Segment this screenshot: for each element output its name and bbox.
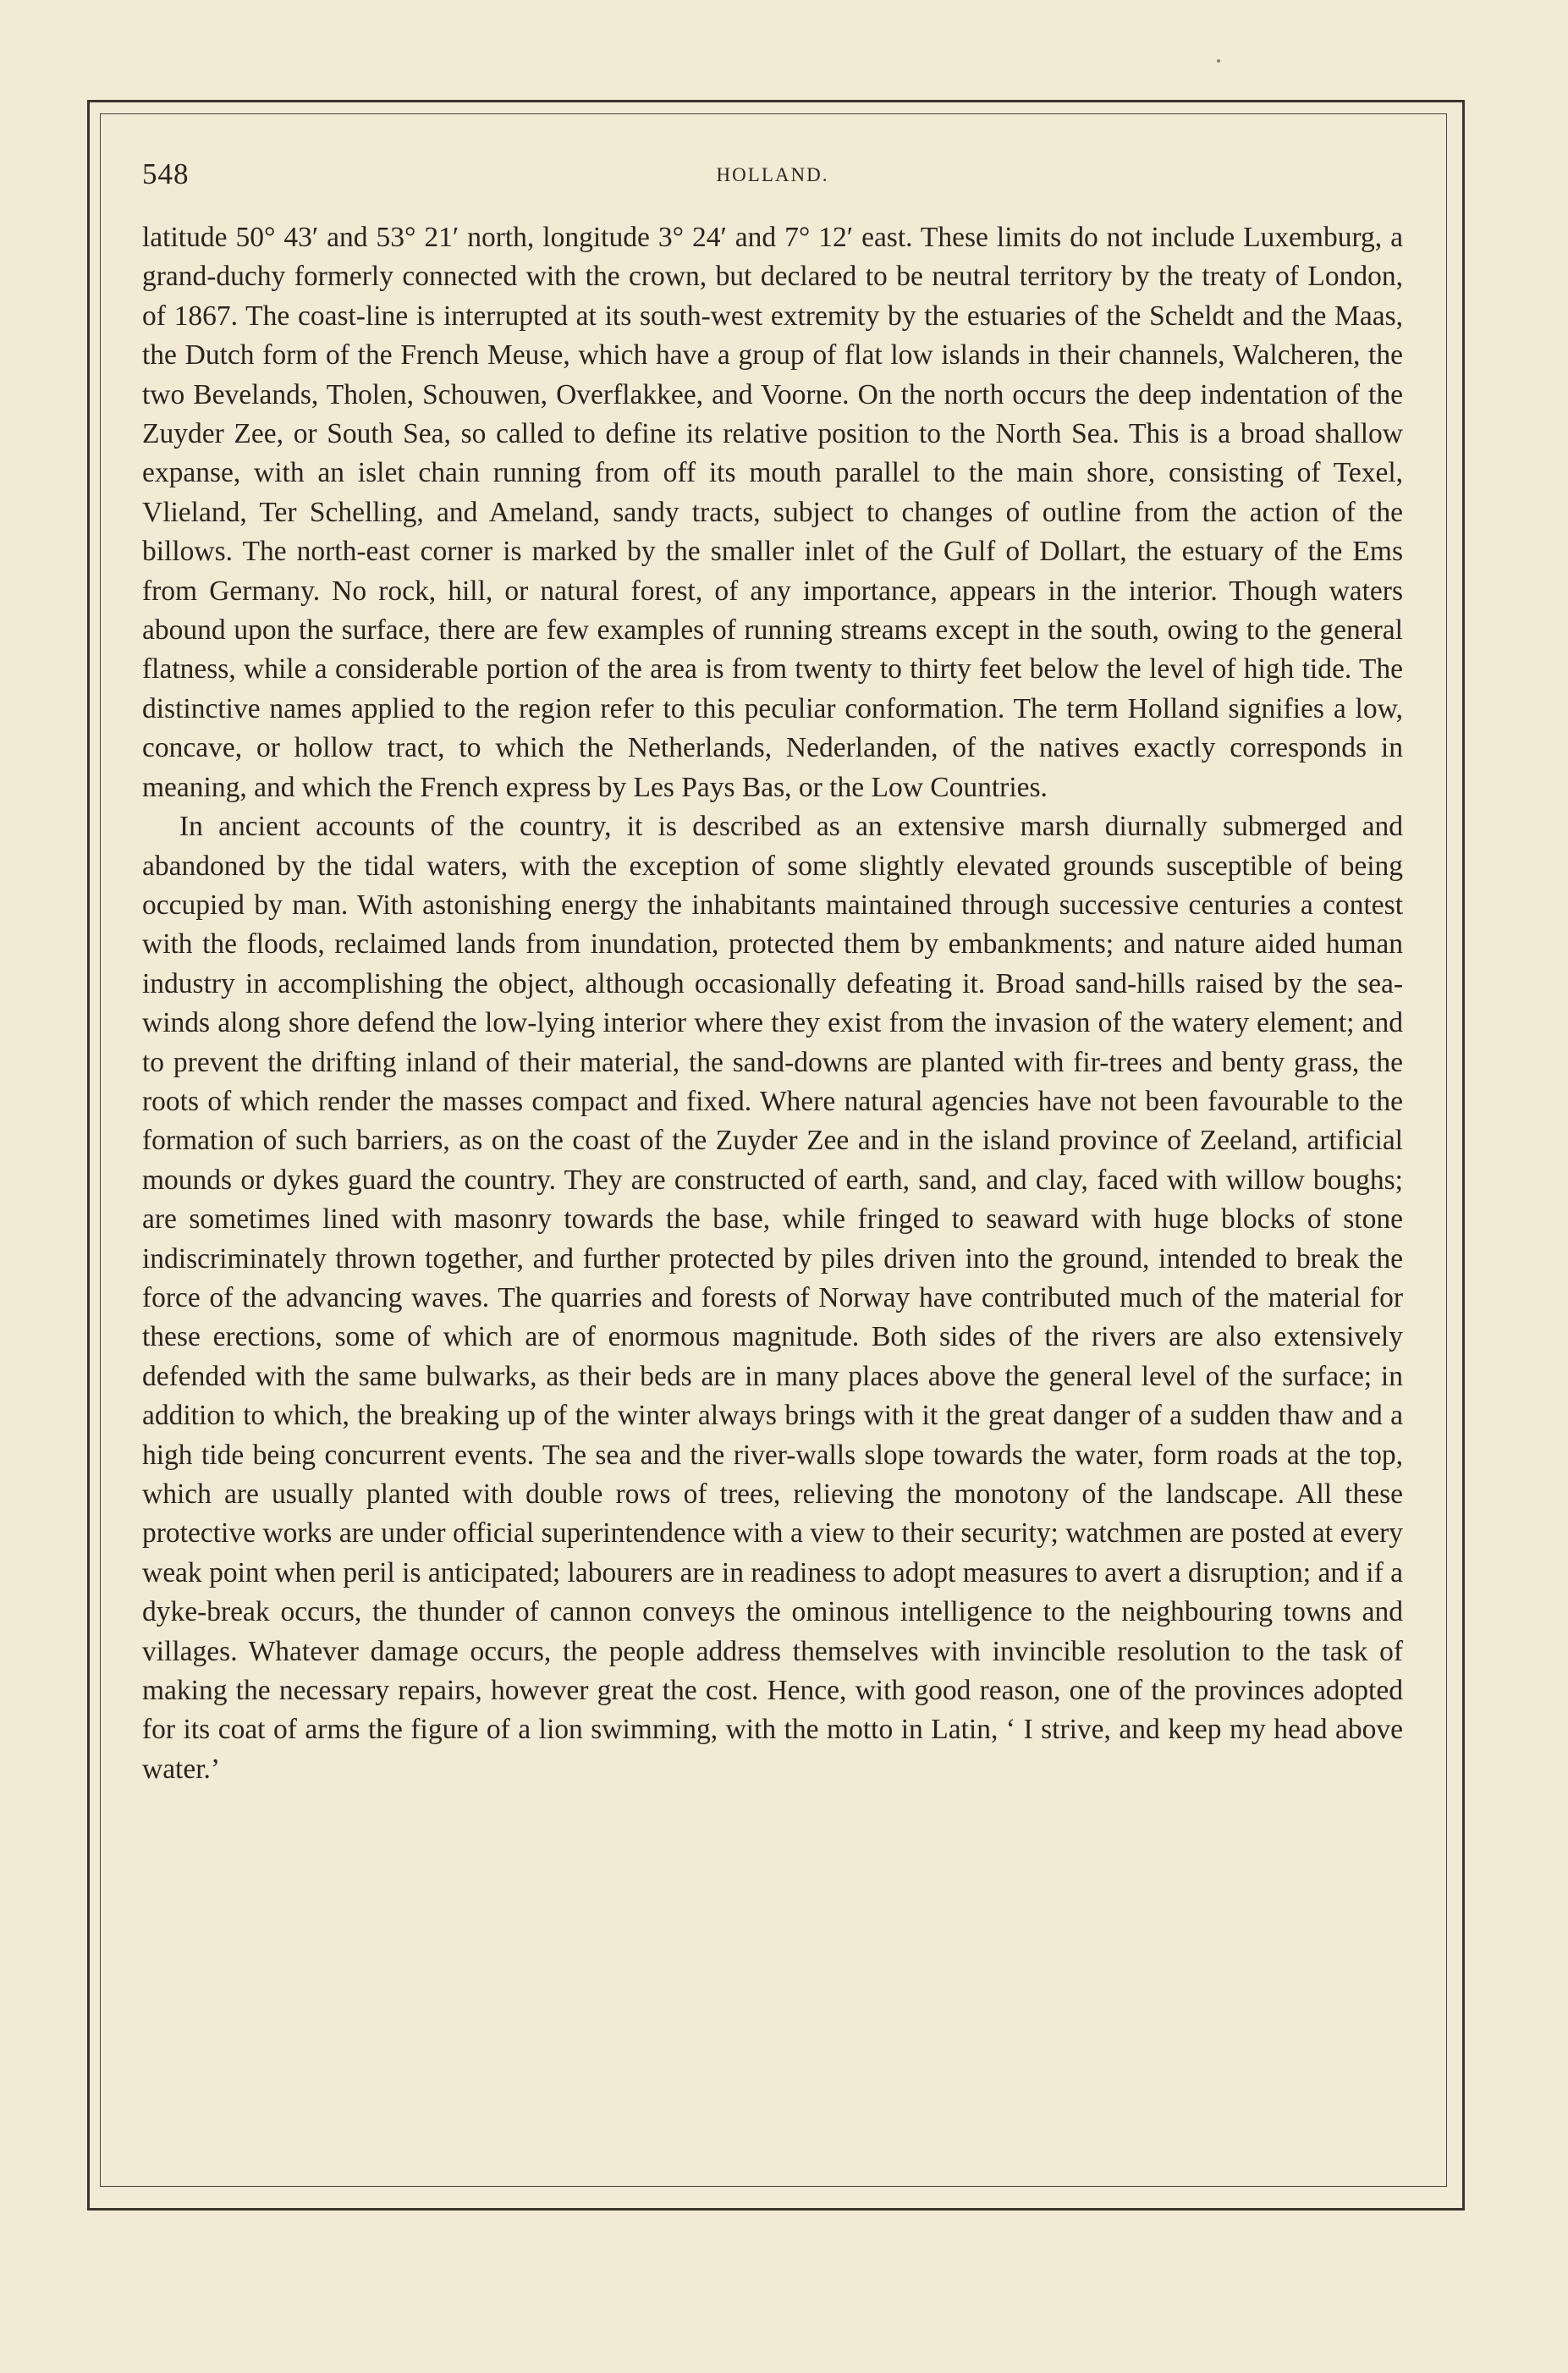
body-text	[142, 218, 1403, 1789]
paragraph-2: In ancient accounts of the country, it is described as an extensive marsh diurnally submerged and abandoned by the tidal waters, with the exception of some slightly elevated grounds susceptible of being occupied by man. With astonishing energy the inhabitants maintained through successive centuries a contest with the floods, reclaimed lands from inundation, protected them by embankments; and nature aided human industry in accomplishing the object, although occasionally defeating it. Broad sand-hills raised by the sea-winds along shore defend the low-lying interior where they exist from the invasion of the watery element; and to prevent the drifting inland of their material, the sand-downs are planted with fir-trees and benty grass, the roots of which render the masses compact and fixed. Where natural agencies have not been favourable to the formation of such barriers, as on the coast of the Zuyder Zee and in the island province of Zeeland, artificial mounds or dykes guard the country. They are constructed of earth, sand, and clay, faced with willow boughs; are sometimes lined with masonry towards the base, while fringed to seaward with huge blocks of stone indiscriminately thrown together, and further protected by piles driven into the ground, intended to break the force of the advancing waves. The quarries and forests of Norway have contributed much of the material for these erections, some of which are of enormous magnitude. Both sides of the rivers are also extensively defended with the same bulwarks, as their beds are in many places above the general level of the surface; in addition to which, the breaking up of the winter always brings with it the great danger of a sudden thaw and a high tide being concurrent events. The sea and the river-walls slope towards the water, form roads at the top, which are usually planted with double rows of trees, relieving the monotony of the landscape. All these protective works are under official superintendence with a view to their security; watchmen are posted at every weak point when peril is anticipated; labourers are in readiness to adopt measures to avert a disruption; and if a dyke-break occurs, the thunder of cannon conveys the ominous intelligence to the neighbouring towns and villages. Whatever damage occurs, the people address themselves with invincible resolution to the task of making the necessary repairs, however great the cost. Hence, with good reason, one of the provinces adopted for its coat of arms the figure of a lion swimming, with the motto in Latin, ‘ I strive, and keep my head above water.’	[142, 811, 1403, 1785]
page-number: 548	[142, 157, 190, 190]
running-title: HOLLAND.	[716, 164, 829, 185]
paragraph-1: latitude 50° 43′ and 53° 21′ north, longitude 3° 24′ and 7° 12′ east. These limits do not include Luxemburg, a grand-duchy formerly connected with the crown, but declared to be neutral territory by the treaty of London, of 1867. The coast-line is interrupted at its south-west extremity by the estuaries of the Scheldt and the Maas, the Dutch form of the French Meuse, which have a group of flat low islands in their channels, Walcheren, the two Bevelands, Tholen, Schouwen, Overflakkee, and Voorne. On the north occurs the deep indentation of the Zuyder Zee, or South Sea, so called to define its relative position to the North Sea. This is a broad shallow expanse, with an islet chain running from off its mouth parallel to the main shore, consisting of Texel, Vlieland, Ter Schelling, and Ameland, sandy tracts, subject to changes of outline from the action of the billows. The north-east corner is marked by the smaller inlet of the Gulf of Dollart, the estuary of the Ems from Germany. No rock, hill, or natural forest, of any importance, appears in the interior. Though waters abound upon the surface, there are few examples of running streams except in the south, owing to the general flatness, while a considerable portion of the area is from twenty to thirty feet below the level of high tide. The distinctive names applied to the region refer to this peculiar conformation. The term Holland signifies a low, concave, or hollow tract, to which the Netherlands, Nederlanden, of the natives exactly corresponds in meaning, and which the French express by Les Pays Bas, or the Low Countries.	[142, 222, 1403, 803]
page-speck	[1217, 59, 1220, 63]
page-header	[142, 157, 1403, 198]
